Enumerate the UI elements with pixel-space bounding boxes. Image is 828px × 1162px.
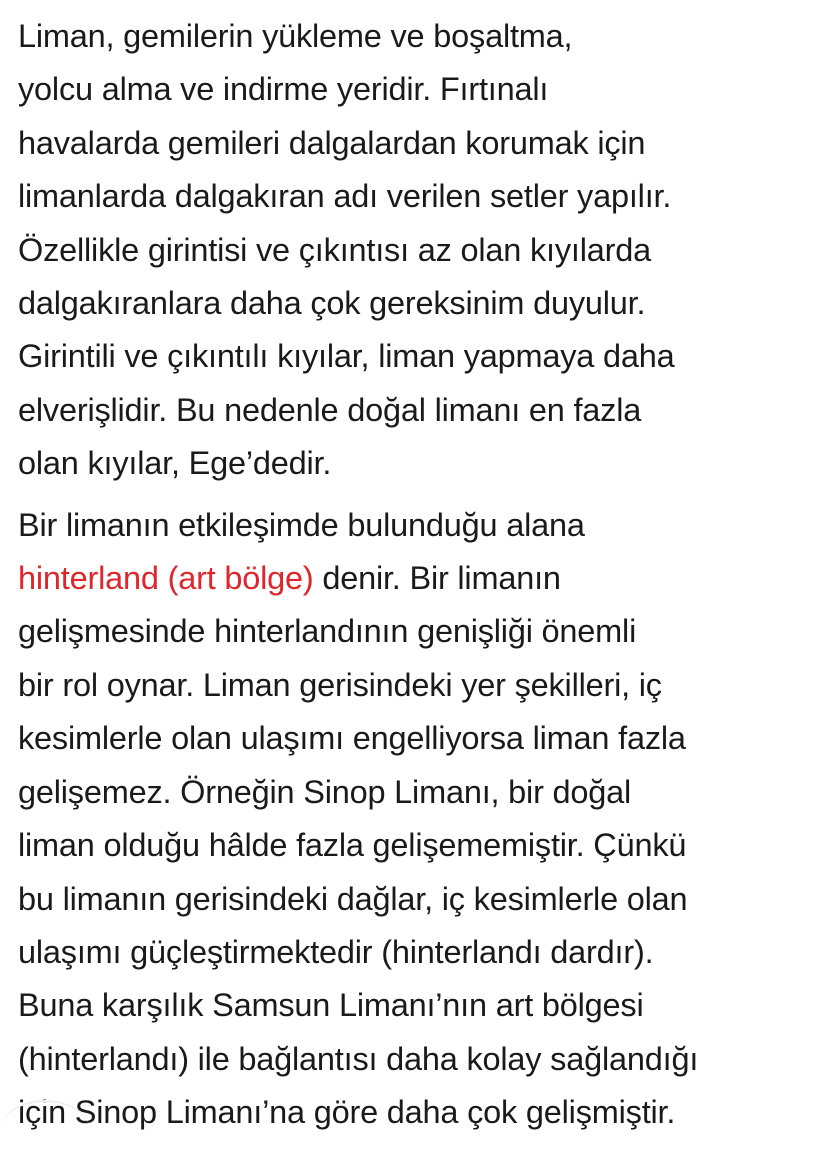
text-line: ulaşımı güçleştirmektedir (hinterlandı dardır). [18, 933, 654, 970]
text-line: Girintili ve çıkıntılı kıyılar, liman yapmaya daha [18, 338, 675, 375]
text-line: havalarda gemileri dalgalardan korumak için [18, 124, 646, 161]
text-line: kesimlerle olan ulaşımı engelliyorsa liman fazla [18, 720, 686, 757]
text-line: Özellikle girintisi ve çıkıntısı az olan kıyılarda [18, 231, 652, 268]
text-line: limanlarda dalgakıran adı verilen setler yapılır. [18, 178, 672, 215]
text-line: (hinterlandı) ile bağlantısı daha kolay sağlandığı [18, 1040, 699, 1077]
highlighted-term-hinterland[interactable]: hinterland (art bölge) [18, 560, 314, 597]
text-line: elverişlidir. Bu nedenle doğal limanı en fazla [18, 391, 642, 428]
paragraph-liman-definition [18, 10, 818, 491]
text-line: bu limanın gerisindeki dağlar, iç kesimlerle olan [18, 880, 688, 917]
decorative-corner-arc [0, 1100, 90, 1162]
text-line [18, 552, 818, 605]
text-line: olan kıyılar, Ege’dedir. [18, 445, 332, 482]
text-line: bir rol oynar. Liman gerisindeki yer şekilleri, iç [18, 666, 662, 703]
document-body [18, 10, 818, 1140]
text-line: liman olduğu hâlde fazla gelişememiştir. Çünkü [18, 827, 687, 864]
text-line-rest: denir. Bir limanın [313, 560, 561, 597]
text-line: Bir limanın etkileşimde bulunduğu alana [18, 506, 585, 543]
text-line: Liman, gemilerin yükleme ve boşaltma, [18, 18, 573, 54]
text-line: dalgakıranlara daha çok gereksinim duyulur. [18, 285, 646, 322]
text-line: gelişmesinde hinterlandının genişliği önemli [18, 613, 637, 650]
text-line: için Sinop Limanı’na göre daha çok gelişmiştir. [18, 1094, 676, 1131]
paragraph-hinterland [18, 499, 818, 1140]
text-line: yolcu alma ve indirme yeridir. Fırtınalı [18, 71, 549, 108]
text-line: gelişemez. Örneğin Sinop Limanı, bir doğal [18, 773, 632, 810]
text-line: Buna karşılık Samsun Limanı’nın art bölgesi [18, 987, 644, 1024]
